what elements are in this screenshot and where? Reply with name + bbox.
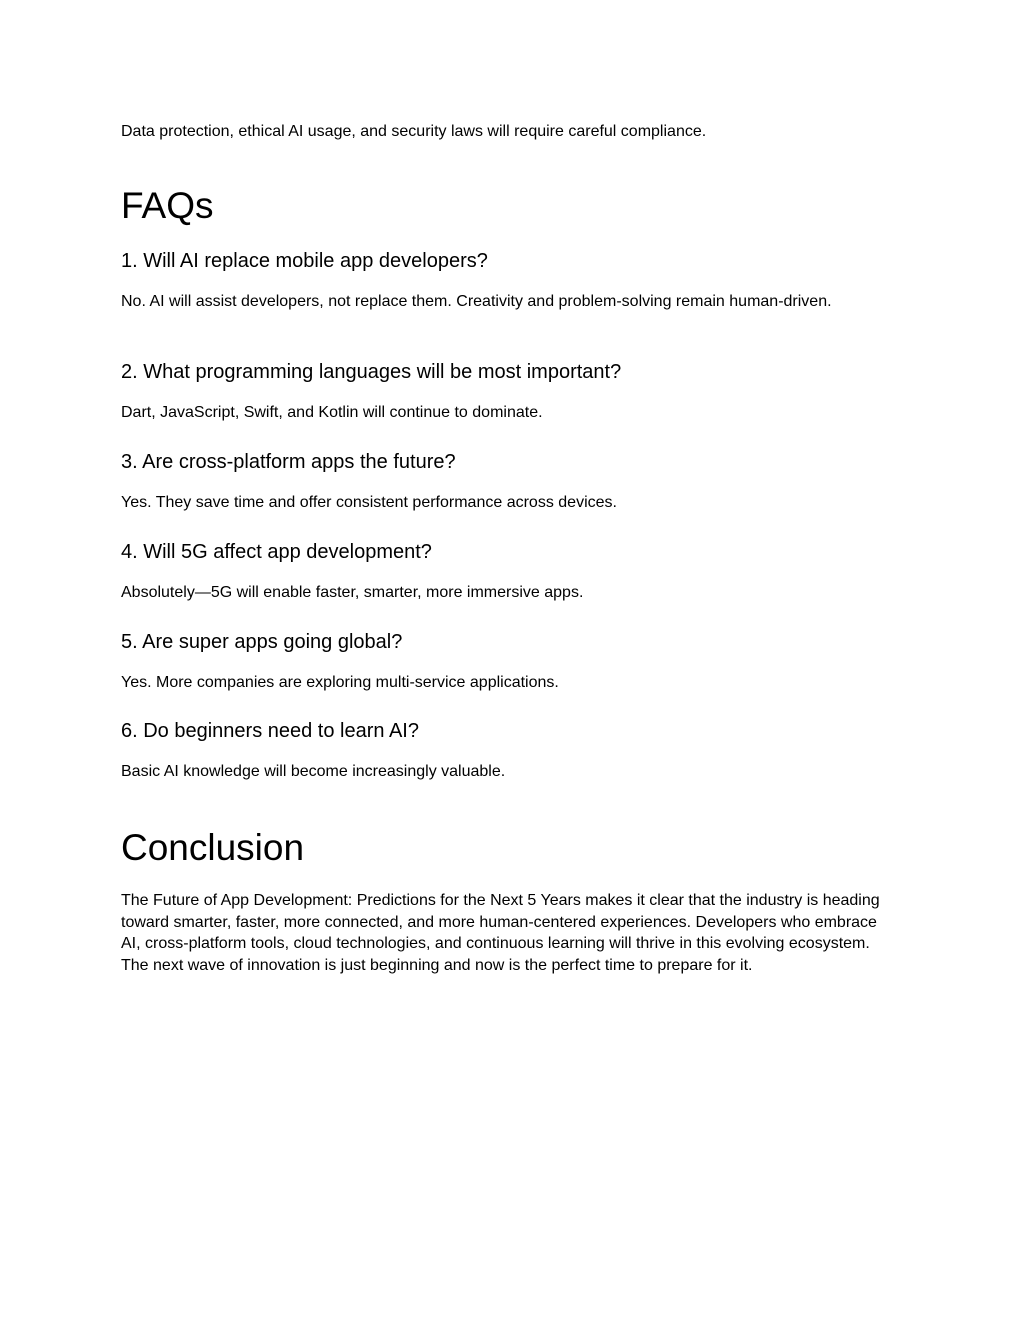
- faq-question: 6. Do beginners need to learn AI?: [121, 720, 419, 742]
- faq-answer: Absolutely—5G will enable faster, smarter, more immersive apps.: [121, 584, 584, 601]
- faq-answer: No. AI will assist developers, not replace them. Creativity and problem-solving remain human-driven.: [121, 293, 832, 310]
- faq-question: 3. Are cross-platform apps the future?: [121, 451, 456, 473]
- faq-answer: Yes. They save time and offer consistent performance across devices.: [121, 494, 617, 511]
- faq-item: [121, 629, 896, 718]
- faq-answer: Yes. More companies are exploring multi-service applications.: [121, 674, 559, 691]
- intro-paragraph: Data protection, ethical AI usage, and security laws will require careful compliance.: [121, 123, 707, 140]
- faq-answer: Basic AI knowledge will become increasingly valuable.: [121, 763, 506, 780]
- faqs-heading: FAQs: [121, 185, 214, 226]
- faq-question: 4. Will 5G affect app development?: [121, 541, 432, 563]
- faq-item: [121, 359, 896, 449]
- faq-item: [121, 449, 896, 539]
- conclusion-paragraph: The Future of App Development: Predictions for the Next 5 Years makes it clear that the industry is heading toward smarter, faster, more connected, and more human-centered experiences. Developers who embrace AI, cross-platform tools, cloud technologies, and continuous learning will thrive in this evolving ecosystem. The next wave of innovation is just beginning and now is the perfect time to prepare for it.: [121, 892, 880, 974]
- faq-item: [121, 248, 896, 359]
- faq-list: [121, 248, 896, 782]
- faq-question: 5. Are super apps going global?: [121, 631, 403, 653]
- faq-item: [121, 718, 896, 782]
- faq-question: 2. What programming languages will be most important?: [121, 361, 622, 383]
- faq-question: 1. Will AI replace mobile app developers?: [121, 250, 488, 272]
- faq-item: [121, 539, 896, 629]
- faq-answer: Dart, JavaScript, Swift, and Kotlin will continue to dominate.: [121, 404, 543, 421]
- conclusion-heading: Conclusion: [121, 827, 305, 868]
